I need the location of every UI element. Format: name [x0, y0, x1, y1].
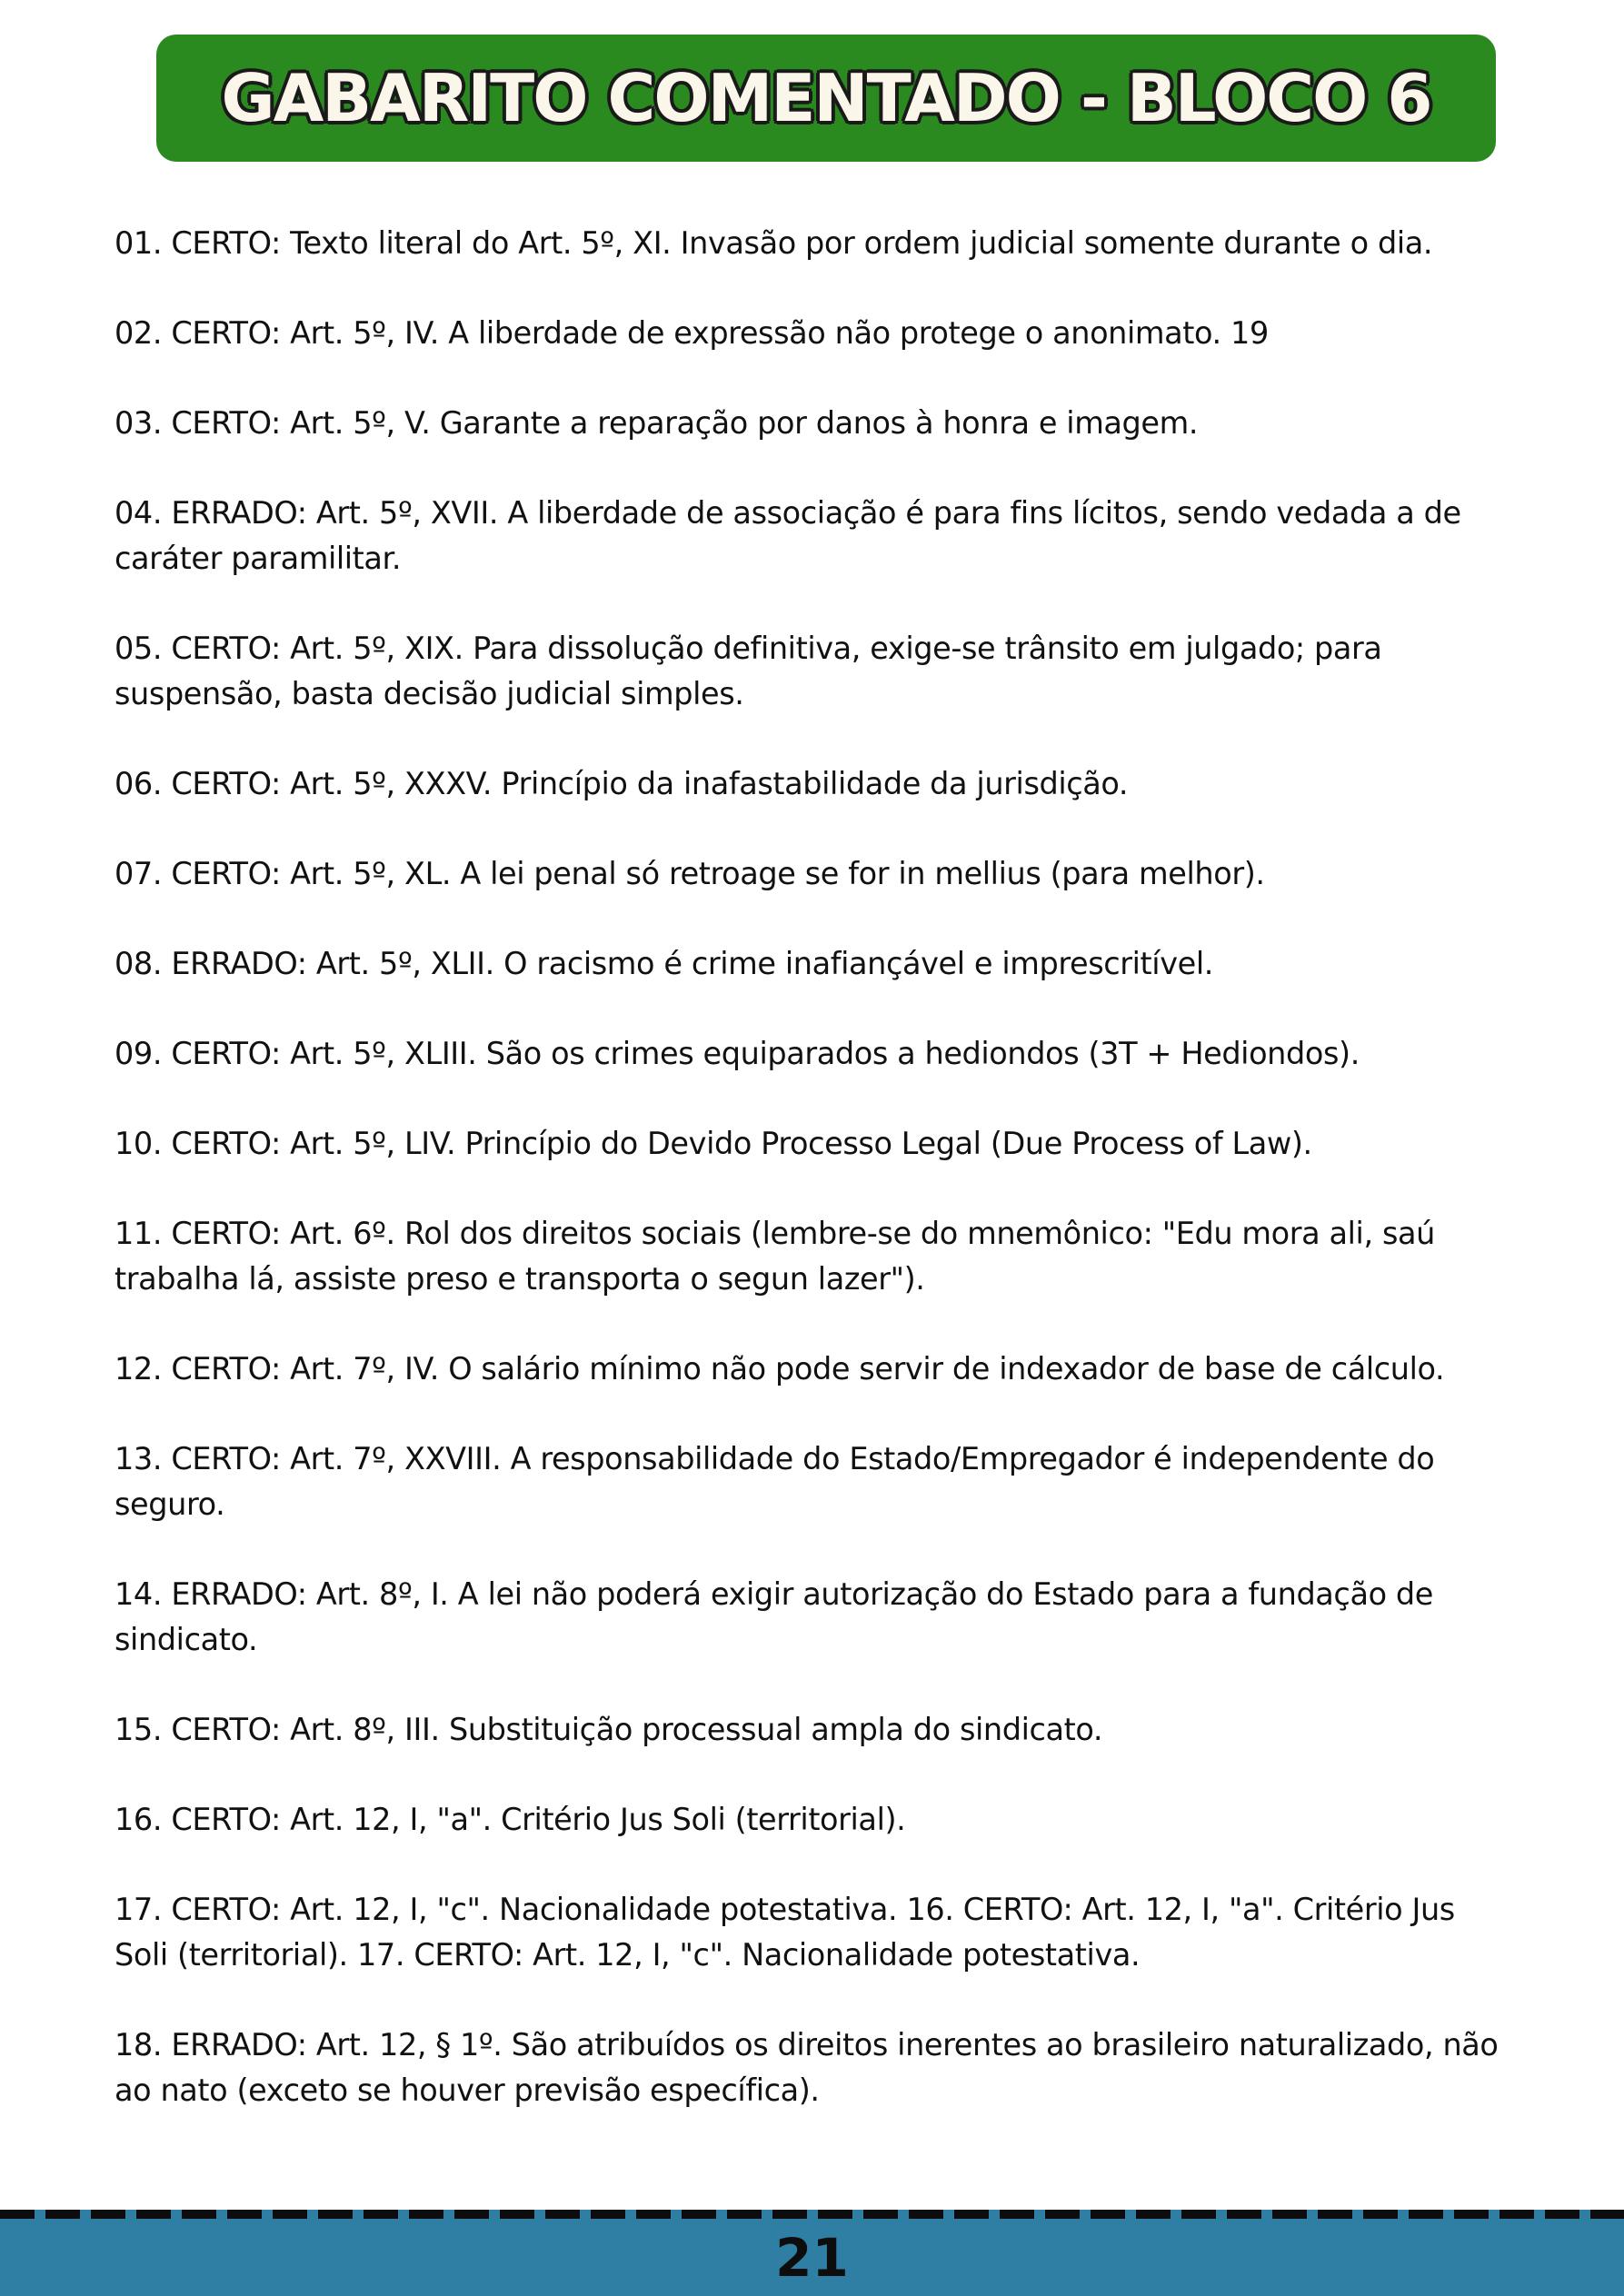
- answer-item: 18. ERRADO: Art. 12, § 1º. São atribuídos os direitos inerentes ao brasileiro naturalizado, não ao nato (exceto se houver previsão específica).: [115, 2027, 1499, 2108]
- answer-item: 05. CERTO: Art. 5º, XIX. Para dissolução definitiva, exige-se trânsito em julgado; para suspensão, basta decisão judicial simples.: [115, 631, 1382, 711]
- answer-item: 16. CERTO: Art. 12, I, "a". Critério Jus Soli (territorial).: [115, 1802, 906, 1837]
- answer-item: 01. CERTO: Texto literal do Art. 5º, XI. Invasão por ordem judicial somente durante o dia.: [115, 225, 1433, 261]
- answer-item: 02. CERTO: Art. 5º, IV. A liberdade de expressão não protege o anonimato. 19: [115, 315, 1269, 351]
- answer-item: 03. CERTO: Art. 5º, V. Garante a reparação por danos à honra e imagem.: [115, 405, 1199, 441]
- answer-item: 08. ERRADO: Art. 5º, XLII. O racismo é crime inafiançável e imprescritível.: [115, 946, 1213, 981]
- footer-dashed-divider: [0, 2210, 1624, 2219]
- answer-item: 07. CERTO: Art. 5º, XL. A lei penal só retroage se for in mellius (para melhor).: [115, 856, 1265, 891]
- answer-list: [115, 221, 1514, 2158]
- answer-item: 14. ERRADO: Art. 8º, I. A lei não poderá exigir autorização do Estado para a fundação de sindicato.: [115, 1576, 1434, 1657]
- answer-item: 13. CERTO: Art. 7º, XXVIII. A responsabilidade do Estado/Empregador é independente do seguro.: [115, 1441, 1435, 1522]
- answer-item: 17. CERTO: Art. 12, I, "c". Nacionalidade potestativa. 16. CERTO: Art. 12, I, "a". Critério Jus Soli (territorial). 17. CERTO: Art. 12, I, "c". Nacionalidade potestativa.: [115, 1892, 1455, 1973]
- page-title: GABARITO COMENTADO - BLOCO 6: [221, 60, 1431, 136]
- answer-item: 06. CERTO: Art. 5º, XXXV. Princípio da inafastabilidade da jurisdição.: [115, 766, 1129, 801]
- answer-item: 12. CERTO: Art. 7º, IV. O salário mínimo não pode servir de indexador de base de cálculo.: [115, 1351, 1445, 1387]
- answer-item: 10. CERTO: Art. 5º, LIV. Princípio do Devido Processo Legal (Due Process of Law).: [115, 1126, 1312, 1161]
- title-banner: [156, 35, 1496, 162]
- answer-item: 09. CERTO: Art. 5º, XLIII. São os crimes equiparados a hediondos (3T + Hediondos).: [115, 1036, 1360, 1071]
- answer-item: 04. ERRADO: Art. 5º, XVII. A liberdade de associação é para fins lícitos, sendo vedada a de caráter paramilitar.: [115, 495, 1461, 576]
- answer-item: 11. CERTO: Art. 6º. Rol dos direitos sociais (lembre-se do mnemônico: "Edu mora ali, saú trabalha lá, assiste preso e transporta o segun lazer").: [115, 1216, 1435, 1297]
- page-footer: [0, 2210, 1624, 2296]
- page-number: 21: [775, 2227, 849, 2289]
- answer-item: 15. CERTO: Art. 8º, III. Substituição processual ampla do sindicato.: [115, 1712, 1103, 1747]
